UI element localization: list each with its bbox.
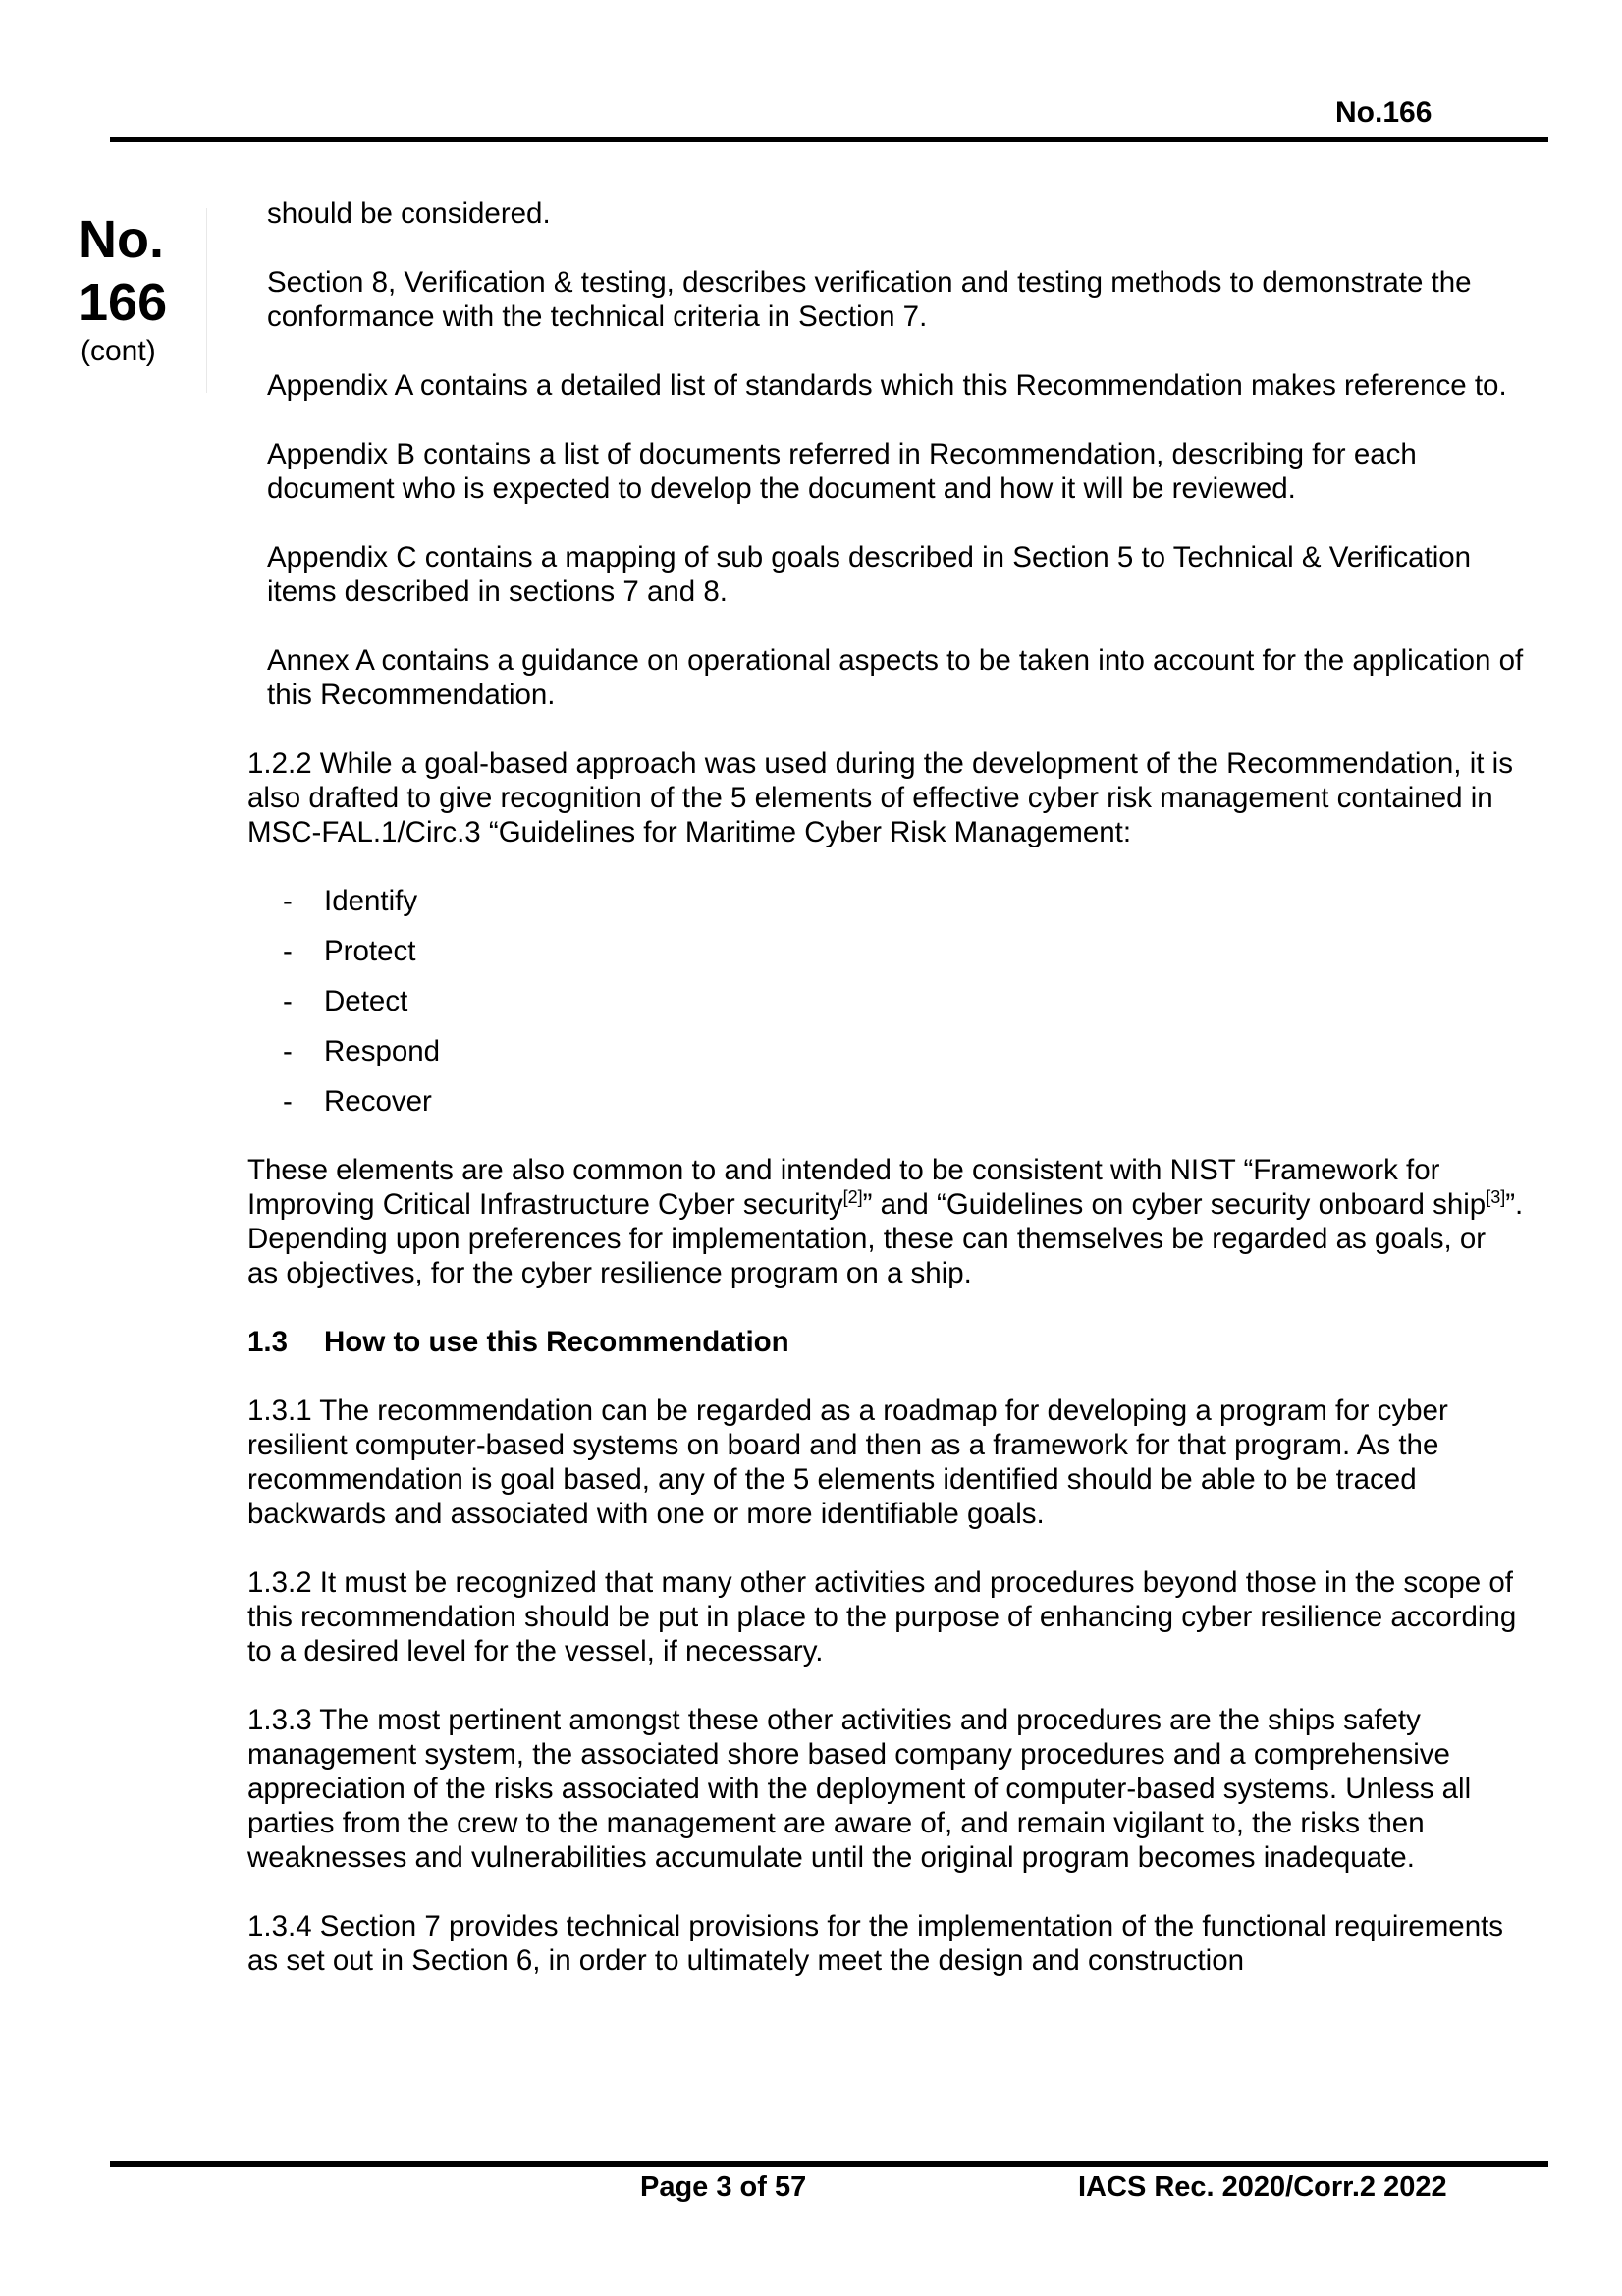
section-number: 1.3 [247, 1326, 289, 1358]
paragraph: These elements are also common to and intended to be consistent with NIST “Framework for Improving Critical Infrastructure Cyber security[2]” and “Guidelines on cyber security onboard ship[3]”. Depending upon preferences for implementation, these can themselves be regarded as goals, or as objectives, for the cyber resilience program on a ship. [247, 1154, 1524, 1289]
list-dash: - [283, 1035, 293, 1067]
list-item: - Protect [283, 935, 416, 967]
list-item: - Identify [283, 885, 418, 917]
header-rule [110, 137, 1548, 142]
list-dash: - [283, 1085, 293, 1118]
paragraph: 1.3.4 Section 7 provides technical provisions for the implementation of the functional requirements as set out in Section 6, in order to ultimately meet the design and construction [247, 1910, 1504, 1977]
elements-list [247, 884, 1524, 1119]
list-item: - Respond [283, 1035, 441, 1067]
paragraph: Section 8, Verification & testing, describes verification and testing methods to demonstrate the conformance with the technical criteria in Section 7. [267, 266, 1472, 333]
list-item: - Detect [283, 985, 408, 1017]
section-heading [247, 1325, 1524, 1359]
document-body [247, 196, 1524, 2012]
list-item: - Recover [283, 1085, 432, 1118]
list-dash: - [283, 885, 293, 917]
reference-3: [3] [1486, 1187, 1506, 1208]
reference-2: [2] [842, 1187, 863, 1208]
list-dash: - [283, 935, 293, 967]
sidebar-number: 166 [79, 273, 168, 332]
list-dash: - [283, 985, 293, 1017]
section-title: How to use this Recommendation [324, 1326, 789, 1358]
document-reference: IACS Rec. 2020/Corr.2 2022 [1078, 2171, 1447, 2203]
paragraph: Appendix B contains a list of documents referred in Recommendation, describing for each document who is expected to develop the document and how it will be reviewed. [267, 438, 1417, 505]
paragraph: Annex A contains a guidance on operational aspects to be taken into account for the application of this Recommendation. [267, 644, 1524, 711]
paragraph: 1.2.2 While a goal-based approach was used during the development of the Recommendation, it is also drafted to give recognition of the 5 elements of effective cyber risk management contained in MSC-FAL.1/Circ.3 “Guidelines for Maritime Cyber Risk Management: [247, 747, 1513, 848]
sidebar-no: No. [79, 210, 164, 269]
sidebar-cont: (cont) [81, 335, 156, 367]
sidebar-label [79, 208, 207, 393]
paragraph: Appendix C contains a mapping of sub goals described in Section 5 to Technical & Verification items described in sections 7 and 8. [267, 541, 1472, 608]
paragraph: 1.3.1 The recommendation can be regarded as a roadmap for developing a program for cyber resilient computer-based systems on board and then as a framework for that program. As the recommendation is goal based, any of the 5 elements identified should be able to be traced backwards and associated with one or more identifiable goals. [247, 1394, 1448, 1530]
page-number: Page 3 of 57 [640, 2171, 807, 2203]
paragraph: should be considered. [267, 197, 551, 230]
paragraph: Appendix A contains a detailed list of standards which this Recommendation makes reference to. [267, 369, 1507, 402]
footer-rule [110, 2161, 1548, 2167]
header-doc-number: No.166 [1335, 96, 1433, 129]
paragraph: 1.3.3 The most pertinent amongst these other activities and procedures are the ships safety management system, the associated shore based company procedures and a comprehensive appreciation of the risks associated with the deployment of computer-based systems. Unless all parties from the crew to the management are aware of, and remain vigilant to, the risks then weaknesses and vulnerabilities accumulate until the original program becomes inadequate. [247, 1704, 1472, 1874]
paragraph: 1.3.2 It must be recognized that many other activities and procedures beyond those in the scope of this recommendation should be put in place to the purpose of enhancing cyber resilience according to a desired level for the vessel, if necessary. [247, 1566, 1517, 1667]
